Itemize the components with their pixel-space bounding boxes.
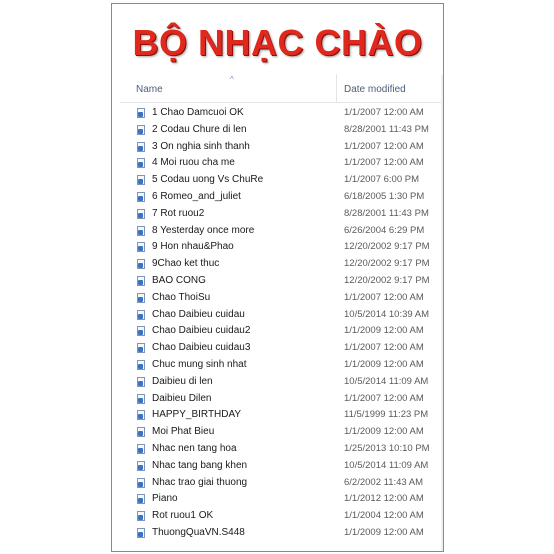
audio-file-icon <box>137 427 145 437</box>
audio-file-icon <box>137 276 145 286</box>
file-row[interactable] <box>120 122 443 139</box>
sort-ascending-icon: ^ <box>230 75 234 84</box>
file-date-modified: 1/1/2009 12:00 AM <box>344 426 424 438</box>
file-date-modified: 1/1/2007 12:00 AM <box>344 342 424 354</box>
file-row[interactable] <box>120 256 443 273</box>
audio-file-icon <box>137 209 145 219</box>
file-name: 7 Rot ruou2 <box>152 207 205 219</box>
file-row[interactable] <box>120 206 443 223</box>
file-date-modified: 1/25/2013 10:10 PM <box>344 442 430 454</box>
file-name: Daibieu di len <box>152 375 213 387</box>
file-name: Nhac nen tang hoa <box>152 442 237 454</box>
file-row[interactable] <box>120 441 443 458</box>
file-row[interactable] <box>120 491 443 508</box>
file-explorer-list <box>120 74 443 551</box>
file-name: Piano <box>152 493 178 505</box>
file-date-modified: 1/1/2007 6:00 PM <box>344 174 419 186</box>
audio-file-icon <box>137 293 145 303</box>
audio-file-icon <box>137 226 145 236</box>
file-name: 6 Romeo_and_juliet <box>152 190 241 202</box>
file-name: Chao Daibieu cuidau2 <box>152 325 251 337</box>
file-name: 8 Yesterday once more <box>152 224 255 236</box>
scrollbar-track[interactable] <box>441 74 443 551</box>
file-name: Moi Phat Bieu <box>152 426 215 438</box>
audio-file-icon <box>137 142 145 152</box>
audio-file-icon <box>137 125 145 135</box>
audio-file-icon <box>137 360 145 370</box>
audio-file-icon <box>137 494 145 504</box>
file-date-modified: 6/26/2004 6:29 PM <box>344 224 425 236</box>
audio-file-icon <box>137 377 145 387</box>
file-name: 4 Moi ruou cha me <box>152 157 235 169</box>
file-row[interactable] <box>120 273 443 290</box>
file-date-modified: 1/1/2012 12:00 AM <box>344 493 424 505</box>
audio-file-icon <box>137 192 145 202</box>
file-row[interactable] <box>120 525 443 542</box>
file-name: Chao Daibieu cuidau3 <box>152 342 251 354</box>
file-date-modified: 12/20/2002 9:17 PM <box>344 241 430 253</box>
file-name: Nhac tang bang khen <box>152 459 248 471</box>
file-date-modified: 10/5/2014 11:09 AM <box>344 459 429 471</box>
file-name: 9 Hon nhau&Phao <box>152 241 234 253</box>
file-name: 5 Codau uong Vs ChuRe <box>152 174 264 186</box>
file-row[interactable] <box>120 391 443 408</box>
column-header-date-modified[interactable]: Date modified <box>344 84 406 95</box>
file-name: ThuongQuaVN.S448 <box>152 526 245 538</box>
file-date-modified: 12/20/2002 9:17 PM <box>344 258 430 270</box>
file-name: Rot ruou1 OK <box>152 510 214 522</box>
file-date-modified: 1/1/2007 12:00 AM <box>344 140 424 152</box>
file-name: Chuc mung sinh nhat <box>152 358 247 370</box>
file-rows <box>120 105 443 542</box>
file-row[interactable] <box>120 105 443 122</box>
audio-file-icon <box>137 461 145 471</box>
file-name: Chao ThoiSu <box>152 291 211 303</box>
file-date-modified: 1/1/2009 12:00 AM <box>344 526 424 538</box>
audio-file-icon <box>137 444 145 454</box>
file-date-modified: 8/28/2001 11:43 PM <box>344 123 429 135</box>
file-row[interactable] <box>120 139 443 156</box>
file-date-modified: 1/1/2004 12:00 AM <box>344 510 424 522</box>
screenshot-frame <box>111 3 444 552</box>
file-row[interactable] <box>120 307 443 324</box>
file-name: BAO CONG <box>152 274 206 286</box>
file-row[interactable] <box>120 374 443 391</box>
file-date-modified: 1/1/2009 12:00 AM <box>344 358 424 370</box>
file-row[interactable] <box>120 475 443 492</box>
file-row[interactable] <box>120 189 443 206</box>
file-row[interactable] <box>120 357 443 374</box>
file-date-modified: 10/5/2014 11:09 AM <box>344 375 429 387</box>
audio-file-icon <box>137 242 145 252</box>
file-row[interactable] <box>120 155 443 172</box>
file-row[interactable] <box>120 458 443 475</box>
file-row[interactable] <box>120 508 443 525</box>
file-name: 9Chao ket thuc <box>152 258 220 270</box>
file-row[interactable] <box>120 223 443 240</box>
file-row[interactable] <box>120 290 443 307</box>
audio-file-icon <box>137 343 145 353</box>
audio-file-icon <box>137 528 145 538</box>
file-row[interactable] <box>120 407 443 424</box>
file-date-modified: 12/20/2002 9:17 PM <box>344 274 430 286</box>
audio-file-icon <box>137 410 145 420</box>
file-date-modified: 1/1/2007 12:00 AM <box>344 392 424 404</box>
audio-file-icon <box>137 511 145 521</box>
audio-file-icon <box>137 326 145 336</box>
audio-file-icon <box>137 310 145 320</box>
file-row[interactable] <box>120 323 443 340</box>
file-name: Daibieu Dilen <box>152 392 212 404</box>
file-date-modified: 1/1/2007 12:00 AM <box>344 157 424 169</box>
file-date-modified: 11/5/1999 11:23 PM <box>344 409 429 421</box>
file-date-modified: 10/5/2014 10:39 AM <box>344 308 430 320</box>
audio-file-icon <box>137 175 145 185</box>
audio-file-icon <box>137 394 145 404</box>
file-date-modified: 1/1/2007 12:00 AM <box>344 107 424 118</box>
file-name: Nhac trao giai thuong <box>152 476 248 488</box>
file-row[interactable] <box>120 172 443 189</box>
banner-title: BỘ NHẠC CHÀO <box>132 22 423 63</box>
file-row[interactable] <box>120 424 443 441</box>
audio-file-icon <box>137 259 145 269</box>
file-date-modified: 6/2/2002 11:43 AM <box>344 476 424 488</box>
audio-file-icon <box>137 478 145 488</box>
column-header-bar <box>120 74 443 103</box>
file-name: 1 Chao Damcuoi OK <box>152 107 244 118</box>
file-name: Chao Daibieu cuidau <box>152 308 245 320</box>
column-divider[interactable] <box>336 74 337 102</box>
audio-file-icon <box>137 158 145 168</box>
file-row[interactable] <box>120 239 443 256</box>
file-date-modified: 1/1/2007 12:00 AM <box>344 291 424 303</box>
file-date-modified: 1/1/2009 12:00 AM <box>344 325 424 337</box>
file-date-modified: 6/18/2005 1:30 PM <box>344 190 425 202</box>
file-date-modified: 8/28/2001 11:43 PM <box>344 207 429 219</box>
file-name: 2 Codau Chure di len <box>152 123 247 135</box>
file-name: HAPPY_BIRTHDAY <box>152 409 242 421</box>
file-row[interactable] <box>120 340 443 357</box>
file-name: 3 On nghia sinh thanh <box>152 140 250 152</box>
audio-file-icon <box>137 108 145 118</box>
column-header-name[interactable]: Name <box>136 84 163 95</box>
